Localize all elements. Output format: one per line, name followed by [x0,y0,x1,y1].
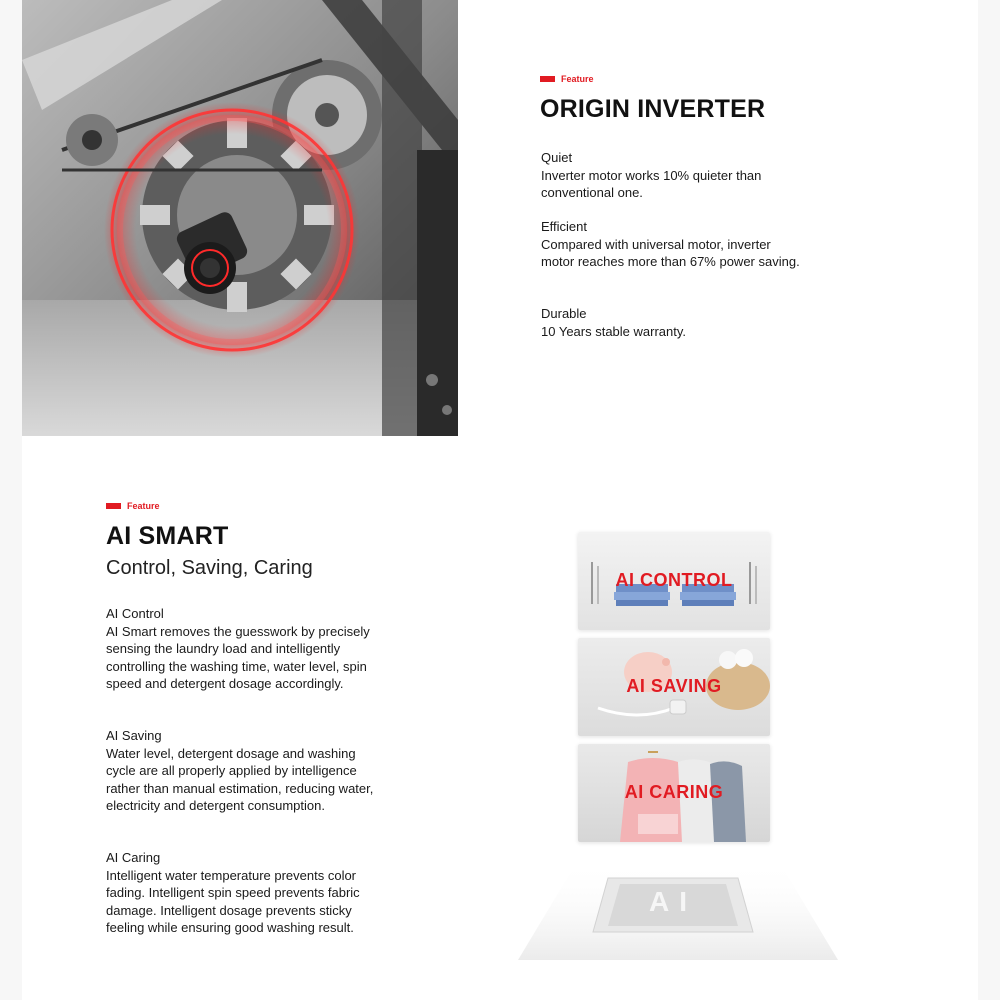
ai-base-label: AI [649,886,697,917]
ai-feature-tag [106,501,160,511]
ai-smart-visual [458,500,898,960]
ai-caring-block [106,849,386,937]
inverter-tag-label: Feature [561,74,594,84]
inverter-quiet-block [541,149,791,202]
ai-control-head: AI Control [106,606,164,621]
inverter-efficient-head: Efficient [541,219,588,234]
ai-saving-head: AI Saving [106,728,162,743]
ai-saving-body: Water level, detergent dosage and washing cycle are all properly applied by intelligence rather than manual estimation, reducing water, electricity and detergent consumption. [106,745,374,813]
inverter-durable-block [541,305,791,340]
ai-control-label: AI CONTROL [615,570,733,590]
inverter-efficient-block [541,218,801,271]
inverter-durable-body: 10 Years stable warranty. [541,323,687,339]
inverter-efficient-body: Compared with universal motor, inverter motor reaches more than 67% power saving. [541,236,800,269]
ai-control-card [578,532,770,630]
product-detail-page [22,0,978,1000]
ai-tag-label: Feature [127,501,160,511]
inverter-motor-image [22,0,458,436]
inverter-title: ORIGIN INVERTER [540,95,766,123]
ai-saving-block [106,727,381,815]
ai-caring-card [578,744,770,842]
inverter-feature-tag [540,74,594,84]
ai-control-block [106,605,381,693]
ai-saving-card [578,638,770,736]
ai-caring-label: AI CARING [624,782,724,802]
ai-title: AI SMART [106,522,229,550]
ai-saving-label: AI SAVING [626,676,722,696]
ai-control-body: AI Smart removes the guesswork by precisely sensing the laundry load and intelligently controlling the washing time, water level, spin speed and detergent dosage accordingly. [106,623,370,691]
tag-bar-icon [106,503,121,509]
ai-caring-body: Intelligent water temperature prevents color fading. Intelligent spin speed prevents fabric damage. Intelligent dosage prevents sticky feeling while ensuring good washing result. [106,867,360,935]
inverter-quiet-body: Inverter motor works 10% quieter than conventional one. [541,167,762,200]
ai-caring-head: AI Caring [106,850,161,865]
inverter-quiet-head: Quiet [541,150,573,165]
tag-bar-icon [540,76,555,82]
ai-base-panel [588,870,758,940]
inverter-durable-head: Durable [541,306,587,321]
ai-subtitle: Control, Saving, Caring [106,557,313,579]
